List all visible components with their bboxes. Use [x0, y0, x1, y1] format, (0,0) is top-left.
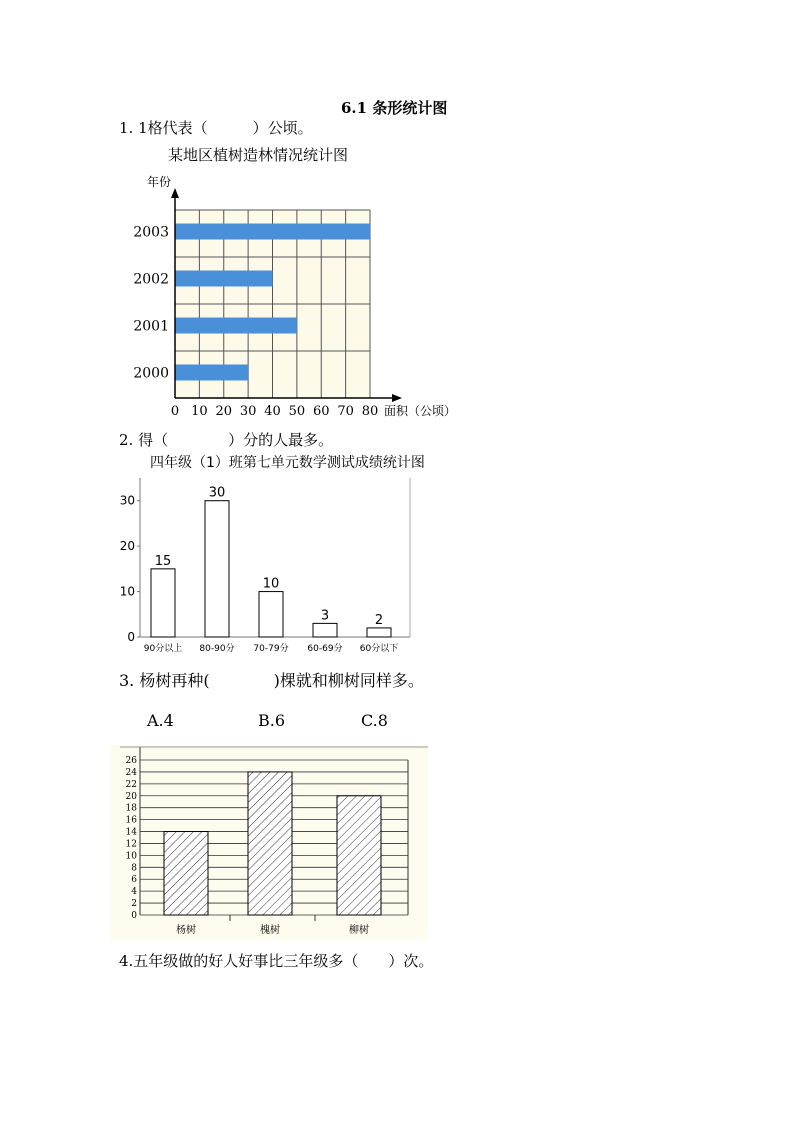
chart2-category-label: 70-79分 — [253, 644, 289, 654]
chart2-bar — [367, 628, 391, 637]
option-b: B.6 — [258, 711, 286, 730]
question-4: 4.五年级做的好人好事比三年级多（ ）次。 — [119, 952, 434, 970]
chart3-tick-label: 12 — [125, 839, 137, 850]
chart3-tick-label: 6 — [131, 875, 137, 886]
chart3-tick-label: 14 — [125, 827, 137, 838]
chart3-tick-label: 18 — [125, 803, 137, 814]
chart3-tick-label: 16 — [125, 815, 137, 826]
chart3-category-label: 槐树 — [260, 925, 280, 936]
chart1-tick-label: 0 — [170, 404, 180, 419]
question-3: 3. 杨树再种( )棵就和柳树同样多。 — [119, 671, 424, 690]
chart2-data-label: 2 — [374, 612, 384, 628]
chart3-bar — [164, 832, 208, 915]
chart3-category-label: 柳树 — [349, 925, 369, 936]
chart1-tick-label: 50 — [288, 404, 306, 419]
chart-tree-planting — [130, 140, 460, 430]
chart1-category-label: 2001 — [133, 318, 169, 335]
chart2-category-label: 80-90分 — [199, 644, 235, 654]
chart2-bar — [205, 501, 229, 637]
option-a: A.4 — [147, 711, 174, 730]
chart3-bar — [337, 796, 381, 915]
chart3-tick-label: 4 — [131, 887, 137, 898]
chart2-data-label: 30 — [208, 485, 226, 501]
chart3-tick-label: 8 — [131, 863, 137, 874]
chart2-bar — [259, 592, 283, 637]
chart1-category-label: 2002 — [133, 271, 169, 288]
chart1-tick-label: 20 — [215, 404, 233, 419]
chart1-tick-label: 60 — [312, 404, 330, 419]
chart3-tick-label: 10 — [125, 851, 137, 862]
chart1-tick-label: 80 — [361, 404, 379, 419]
chart1-category-label: 2003 — [133, 224, 169, 241]
chart-trees — [110, 745, 440, 945]
chart3-tick-label: 20 — [125, 791, 137, 802]
chart3-tick-label: 2 — [131, 899, 137, 910]
chart2-bar — [151, 569, 175, 637]
chart2-tick-label: 30 — [119, 493, 135, 508]
chart1-bar — [175, 365, 248, 381]
chart3-bar — [248, 772, 292, 915]
chart3-tick-label: 22 — [125, 779, 137, 790]
chart1-tick-label: 70 — [337, 404, 354, 419]
chart1-xlabel: 面积（公顷） — [384, 404, 457, 418]
chart1-x-arrow — [392, 394, 402, 402]
chart1-ylabel: 年份 — [146, 175, 172, 189]
option-c: C.8 — [361, 711, 388, 730]
chart2-tick-label: 0 — [127, 630, 135, 644]
chart2-bar — [313, 623, 337, 637]
chart1-y-arrow — [171, 188, 179, 198]
chart1-tick-label: 40 — [264, 404, 281, 419]
chart2-category-label: 60分以下 — [359, 644, 399, 654]
chart3-tick-label: 24 — [125, 767, 137, 778]
question-2: 2. 得（ ）分的人最多。 — [119, 431, 334, 449]
chart3-tick-label: 26 — [125, 756, 137, 766]
chart2-title: 四年级（1）班第七单元数学测试成绩统计图 — [150, 455, 425, 471]
chart2-data-label: 10 — [262, 576, 280, 592]
chart1-tick-label: 30 — [239, 404, 257, 419]
chart3-category-label: 杨树 — [176, 925, 196, 936]
chart-test-scores — [112, 472, 422, 662]
question-1: 1. 1格代表（ ）公顷。 — [119, 119, 313, 137]
chart1-category-label: 2000 — [133, 365, 169, 382]
chart2-tick-label: 20 — [119, 539, 135, 554]
chart1-title: 某地区植树造林情况统计图 — [167, 146, 349, 164]
chart1-bar — [175, 318, 297, 334]
chart1-tick-label: 10 — [191, 404, 208, 419]
chart3-tick-label: 0 — [131, 911, 137, 921]
chart1-bar — [175, 224, 370, 240]
chart2-tick-label: 10 — [119, 584, 135, 599]
chart2-category-label: 60-69分 — [307, 644, 343, 654]
page-title: 6.1 条形统计图 — [341, 99, 448, 117]
chart2-data-label: 3 — [320, 608, 330, 624]
chart2-data-label: 15 — [154, 553, 172, 569]
chart1-bar — [175, 271, 273, 287]
chart2-category-label: 90分以上 — [143, 644, 183, 654]
